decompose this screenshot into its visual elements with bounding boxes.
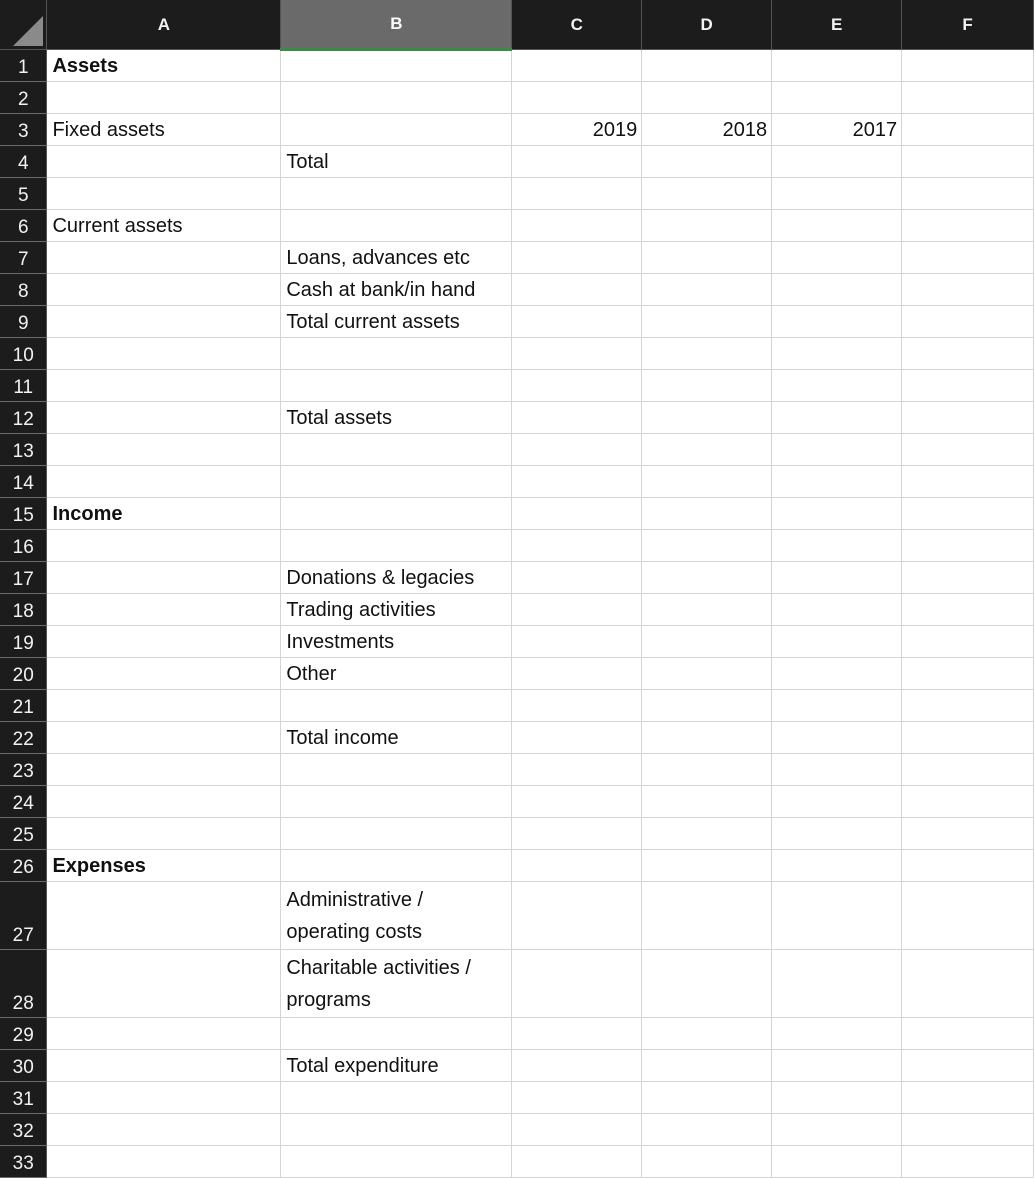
cell-c4[interactable] (512, 146, 642, 178)
row-header-32[interactable]: 32 (0, 1114, 47, 1146)
cell-d15[interactable] (642, 498, 772, 530)
cell-d25[interactable] (642, 818, 772, 850)
cell-a5[interactable] (47, 178, 281, 210)
cell-b14[interactable] (281, 466, 512, 498)
cell-c18[interactable] (512, 594, 642, 626)
cell-d1[interactable] (642, 50, 772, 82)
cell-a13[interactable] (47, 434, 281, 466)
cell-f15[interactable] (902, 498, 1034, 530)
column-header-f[interactable]: F (902, 0, 1034, 50)
row-header-13[interactable]: 13 (0, 434, 47, 466)
table-row (0, 146, 1034, 178)
row-header-29[interactable]: 29 (0, 1018, 47, 1050)
row-header-15[interactable]: 15 (0, 498, 47, 530)
cell-a4[interactable] (47, 146, 281, 178)
cell-b11[interactable] (281, 370, 512, 402)
cell-b10[interactable] (281, 338, 512, 370)
cell-c19[interactable] (512, 626, 642, 658)
cell-d11[interactable] (642, 370, 772, 402)
table-row (0, 690, 1034, 722)
cell-e7[interactable] (772, 242, 902, 274)
table-row (0, 338, 1034, 370)
table-row (0, 402, 1034, 434)
table-row (0, 786, 1034, 818)
cell-b8[interactable]: Cash at bank/in hand (281, 274, 512, 306)
cell-c15[interactable] (512, 498, 642, 530)
row-header-28[interactable]: 28 (0, 950, 47, 1018)
cell-e20[interactable] (772, 658, 902, 690)
cell-c25[interactable] (512, 818, 642, 850)
cell-e16[interactable] (772, 530, 902, 562)
cell-f2[interactable] (902, 82, 1034, 114)
table-row (0, 274, 1034, 306)
cell-a32[interactable] (47, 1114, 281, 1146)
cell-f14[interactable] (902, 466, 1034, 498)
cell-a31[interactable] (47, 1082, 281, 1114)
cell-d14[interactable] (642, 466, 772, 498)
cell-b17[interactable]: Donations & legacies (281, 562, 512, 594)
row-header-11[interactable]: 11 (0, 370, 47, 402)
cell-c9[interactable] (512, 306, 642, 338)
cell-f26[interactable] (902, 850, 1034, 882)
table-row (0, 850, 1034, 882)
cell-f28[interactable] (902, 950, 1034, 1018)
cell-a7[interactable] (47, 242, 281, 274)
cell-a23[interactable] (47, 754, 281, 786)
cell-b15[interactable] (281, 498, 512, 530)
column-header-row (0, 0, 1034, 50)
cell-b5[interactable] (281, 178, 512, 210)
cell-c22[interactable] (512, 722, 642, 754)
cell-d28[interactable] (642, 950, 772, 1018)
cell-d21[interactable] (642, 690, 772, 722)
cell-e23[interactable] (772, 754, 902, 786)
row-header-24[interactable]: 24 (0, 786, 47, 818)
cell-f21[interactable] (902, 690, 1034, 722)
cell-f16[interactable] (902, 530, 1034, 562)
cell-a8[interactable] (47, 274, 281, 306)
table-row (0, 594, 1034, 626)
cell-f23[interactable] (902, 754, 1034, 786)
table-row (0, 434, 1034, 466)
select-all-button[interactable] (0, 0, 47, 50)
cell-c20[interactable] (512, 658, 642, 690)
cell-a28[interactable] (47, 950, 281, 1018)
cell-f29[interactable] (902, 1018, 1034, 1050)
row-header-6[interactable]: 6 (0, 210, 47, 242)
cell-f7[interactable] (902, 242, 1034, 274)
column-header-b[interactable]: B (281, 0, 512, 50)
cell-c23[interactable] (512, 754, 642, 786)
row-header-10[interactable]: 10 (0, 338, 47, 370)
cell-d10[interactable] (642, 338, 772, 370)
cell-b24[interactable] (281, 786, 512, 818)
cell-d13[interactable] (642, 434, 772, 466)
cell-a17[interactable] (47, 562, 281, 594)
cell-b23[interactable] (281, 754, 512, 786)
row-header-25[interactable]: 25 (0, 818, 47, 850)
cell-a2[interactable] (47, 82, 281, 114)
row-header-18[interactable]: 18 (0, 594, 47, 626)
cell-c1[interactable] (512, 50, 642, 82)
cell-d5[interactable] (642, 178, 772, 210)
cell-c14[interactable] (512, 466, 642, 498)
table-row (0, 1082, 1034, 1114)
cell-e26[interactable] (772, 850, 902, 882)
cell-c10[interactable] (512, 338, 642, 370)
cell-d2[interactable] (642, 82, 772, 114)
cell-d22[interactable] (642, 722, 772, 754)
cell-c33[interactable] (512, 1146, 642, 1178)
cell-f4[interactable] (902, 146, 1034, 178)
cell-b25[interactable] (281, 818, 512, 850)
cell-d23[interactable] (642, 754, 772, 786)
cell-e21[interactable] (772, 690, 902, 722)
row-header-14[interactable]: 14 (0, 466, 47, 498)
cell-c32[interactable] (512, 1114, 642, 1146)
cell-c30[interactable] (512, 1050, 642, 1082)
cell-b4[interactable]: Total (281, 146, 512, 178)
cell-c31[interactable] (512, 1082, 642, 1114)
cell-d20[interactable] (642, 658, 772, 690)
cell-e17[interactable] (772, 562, 902, 594)
cell-d29[interactable] (642, 1018, 772, 1050)
cell-e10[interactable] (772, 338, 902, 370)
cell-d9[interactable] (642, 306, 772, 338)
cell-f31[interactable] (902, 1082, 1034, 1114)
cell-c13[interactable] (512, 434, 642, 466)
cell-d26[interactable] (642, 850, 772, 882)
table-row (0, 82, 1034, 114)
cell-f10[interactable] (902, 338, 1034, 370)
cell-a11[interactable] (47, 370, 281, 402)
row-header-12[interactable]: 12 (0, 402, 47, 434)
cell-d6[interactable] (642, 210, 772, 242)
cell-e4[interactable] (772, 146, 902, 178)
cell-c26[interactable] (512, 850, 642, 882)
cell-f27[interactable] (902, 882, 1034, 950)
cell-b28[interactable]: Charitable activities / programs (281, 950, 512, 1018)
cell-b6[interactable] (281, 210, 512, 242)
cell-b18[interactable]: Trading activities (281, 594, 512, 626)
cell-c16[interactable] (512, 530, 642, 562)
cell-f33[interactable] (902, 1146, 1034, 1178)
cell-b22[interactable]: Total income (281, 722, 512, 754)
cell-c21[interactable] (512, 690, 642, 722)
cell-a33[interactable] (47, 1146, 281, 1178)
cell-b27[interactable]: Administrative / operating costs (281, 882, 512, 950)
cell-f18[interactable] (902, 594, 1034, 626)
cell-e6[interactable] (772, 210, 902, 242)
cell-e13[interactable] (772, 434, 902, 466)
cell-b19[interactable]: Investments (281, 626, 512, 658)
cell-e30[interactable] (772, 1050, 902, 1082)
cell-d31[interactable] (642, 1082, 772, 1114)
cell-f13[interactable] (902, 434, 1034, 466)
row-header-33[interactable]: 33 (0, 1146, 47, 1178)
cell-f32[interactable] (902, 1114, 1034, 1146)
cell-e22[interactable] (772, 722, 902, 754)
table-row (0, 818, 1034, 850)
table-row (0, 626, 1034, 658)
cell-d3[interactable]: 2018 (642, 114, 772, 146)
cell-a21[interactable] (47, 690, 281, 722)
cell-b31[interactable] (281, 1082, 512, 1114)
cell-a15[interactable]: Income (47, 498, 281, 530)
cell-b33[interactable] (281, 1146, 512, 1178)
column-header-d[interactable]: D (642, 0, 772, 50)
table-row (0, 466, 1034, 498)
row-header-2[interactable]: 2 (0, 82, 47, 114)
cell-f30[interactable] (902, 1050, 1034, 1082)
cell-b7[interactable]: Loans, advances etc (281, 242, 512, 274)
cell-a29[interactable] (47, 1018, 281, 1050)
row-header-8[interactable]: 8 (0, 274, 47, 306)
cell-a6[interactable]: Current assets (47, 210, 281, 242)
cell-f24[interactable] (902, 786, 1034, 818)
cell-e15[interactable] (772, 498, 902, 530)
cell-f5[interactable] (902, 178, 1034, 210)
row-header-17[interactable]: 17 (0, 562, 47, 594)
cell-a24[interactable] (47, 786, 281, 818)
cell-d19[interactable] (642, 626, 772, 658)
cell-b12[interactable]: Total assets (281, 402, 512, 434)
cell-a16[interactable] (47, 530, 281, 562)
cell-d33[interactable] (642, 1146, 772, 1178)
row-header-7[interactable]: 7 (0, 242, 47, 274)
cell-a3[interactable]: Fixed assets (47, 114, 281, 146)
cell-c7[interactable] (512, 242, 642, 274)
cell-a18[interactable] (47, 594, 281, 626)
cell-c11[interactable] (512, 370, 642, 402)
cell-e32[interactable] (772, 1114, 902, 1146)
cell-c28[interactable] (512, 950, 642, 1018)
row-header-1[interactable]: 1 (0, 50, 47, 82)
table-row (0, 562, 1034, 594)
cell-a10[interactable] (47, 338, 281, 370)
cell-f11[interactable] (902, 370, 1034, 402)
cell-f8[interactable] (902, 274, 1034, 306)
cell-c3[interactable]: 2019 (512, 114, 642, 146)
table-row (0, 370, 1034, 402)
table-row (0, 1050, 1034, 1082)
cell-b16[interactable] (281, 530, 512, 562)
cell-a22[interactable] (47, 722, 281, 754)
row-header-30[interactable]: 30 (0, 1050, 47, 1082)
select-all-icon (13, 16, 43, 46)
cell-c5[interactable] (512, 178, 642, 210)
cell-e28[interactable] (772, 950, 902, 1018)
cell-e18[interactable] (772, 594, 902, 626)
row-header-23[interactable]: 23 (0, 754, 47, 786)
column-header-c[interactable]: C (512, 0, 642, 50)
cell-f22[interactable] (902, 722, 1034, 754)
row-header-5[interactable]: 5 (0, 178, 47, 210)
cell-f3[interactable] (902, 114, 1034, 146)
cell-a20[interactable] (47, 658, 281, 690)
cell-b21[interactable] (281, 690, 512, 722)
cell-e31[interactable] (772, 1082, 902, 1114)
cell-b2[interactable] (281, 82, 512, 114)
cell-a27[interactable] (47, 882, 281, 950)
table-row (0, 242, 1034, 274)
cell-e3[interactable]: 2017 (772, 114, 902, 146)
row-header-4[interactable]: 4 (0, 146, 47, 178)
table-row (0, 530, 1034, 562)
table-row (0, 950, 1034, 1018)
cell-f9[interactable] (902, 306, 1034, 338)
cell-d16[interactable] (642, 530, 772, 562)
table-row (0, 114, 1034, 146)
cell-e1[interactable] (772, 50, 902, 82)
cell-f20[interactable] (902, 658, 1034, 690)
cell-d27[interactable] (642, 882, 772, 950)
cell-e9[interactable] (772, 306, 902, 338)
cell-a26[interactable]: Expenses (47, 850, 281, 882)
cell-c12[interactable] (512, 402, 642, 434)
row-header-16[interactable]: 16 (0, 530, 47, 562)
table-row (0, 210, 1034, 242)
cell-b20[interactable]: Other (281, 658, 512, 690)
row-header-22[interactable]: 22 (0, 722, 47, 754)
cell-c17[interactable] (512, 562, 642, 594)
table-row (0, 50, 1034, 82)
cell-e2[interactable] (772, 82, 902, 114)
cell-d24[interactable] (642, 786, 772, 818)
table-row (0, 1018, 1034, 1050)
cell-a1[interactable]: Assets (47, 50, 281, 82)
cell-a12[interactable] (47, 402, 281, 434)
cell-a30[interactable] (47, 1050, 281, 1082)
cell-e12[interactable] (772, 402, 902, 434)
cell-e11[interactable] (772, 370, 902, 402)
cell-b3[interactable] (281, 114, 512, 146)
table-row (0, 1146, 1034, 1178)
cell-e14[interactable] (772, 466, 902, 498)
row-header-31[interactable]: 31 (0, 1082, 47, 1114)
table-row (0, 882, 1034, 950)
row-header-27[interactable]: 27 (0, 882, 47, 950)
cell-c24[interactable] (512, 786, 642, 818)
cell-c6[interactable] (512, 210, 642, 242)
cell-e8[interactable] (772, 274, 902, 306)
cell-f1[interactable] (902, 50, 1034, 82)
row-header-3[interactable]: 3 (0, 114, 47, 146)
cell-b9[interactable]: Total current assets (281, 306, 512, 338)
cell-d30[interactable] (642, 1050, 772, 1082)
table-row (0, 722, 1034, 754)
cell-d12[interactable] (642, 402, 772, 434)
cell-b26[interactable] (281, 850, 512, 882)
cell-b32[interactable] (281, 1114, 512, 1146)
cell-e27[interactable] (772, 882, 902, 950)
cell-e24[interactable] (772, 786, 902, 818)
cell-d17[interactable] (642, 562, 772, 594)
cell-e19[interactable] (772, 626, 902, 658)
cell-d18[interactable] (642, 594, 772, 626)
cell-f6[interactable] (902, 210, 1034, 242)
row-header-20[interactable]: 20 (0, 658, 47, 690)
table-row (0, 1114, 1034, 1146)
cell-d4[interactable] (642, 146, 772, 178)
table-row (0, 306, 1034, 338)
cell-e5[interactable] (772, 178, 902, 210)
cell-f17[interactable] (902, 562, 1034, 594)
cell-d8[interactable] (642, 274, 772, 306)
cell-b29[interactable] (281, 1018, 512, 1050)
cell-e25[interactable] (772, 818, 902, 850)
cell-a9[interactable] (47, 306, 281, 338)
cell-b1[interactable] (281, 50, 512, 82)
cell-c2[interactable] (512, 82, 642, 114)
table-row (0, 658, 1034, 690)
column-header-a[interactable]: A (47, 0, 281, 50)
row-header-21[interactable]: 21 (0, 690, 47, 722)
cell-f12[interactable] (902, 402, 1034, 434)
cell-d32[interactable] (642, 1114, 772, 1146)
table-row (0, 498, 1034, 530)
cell-a14[interactable] (47, 466, 281, 498)
row-header-9[interactable]: 9 (0, 306, 47, 338)
cell-b13[interactable] (281, 434, 512, 466)
cell-c27[interactable] (512, 882, 642, 950)
cell-e29[interactable] (772, 1018, 902, 1050)
cell-a19[interactable] (47, 626, 281, 658)
table-row (0, 754, 1034, 786)
cell-f19[interactable] (902, 626, 1034, 658)
cell-e33[interactable] (772, 1146, 902, 1178)
table-row (0, 178, 1034, 210)
cell-f25[interactable] (902, 818, 1034, 850)
row-header-26[interactable]: 26 (0, 850, 47, 882)
cell-a25[interactable] (47, 818, 281, 850)
cell-c29[interactable] (512, 1018, 642, 1050)
row-header-19[interactable]: 19 (0, 626, 47, 658)
cell-d7[interactable] (642, 242, 772, 274)
cell-b30[interactable]: Total expenditure (281, 1050, 512, 1082)
column-header-e[interactable]: E (772, 0, 902, 50)
cell-c8[interactable] (512, 274, 642, 306)
